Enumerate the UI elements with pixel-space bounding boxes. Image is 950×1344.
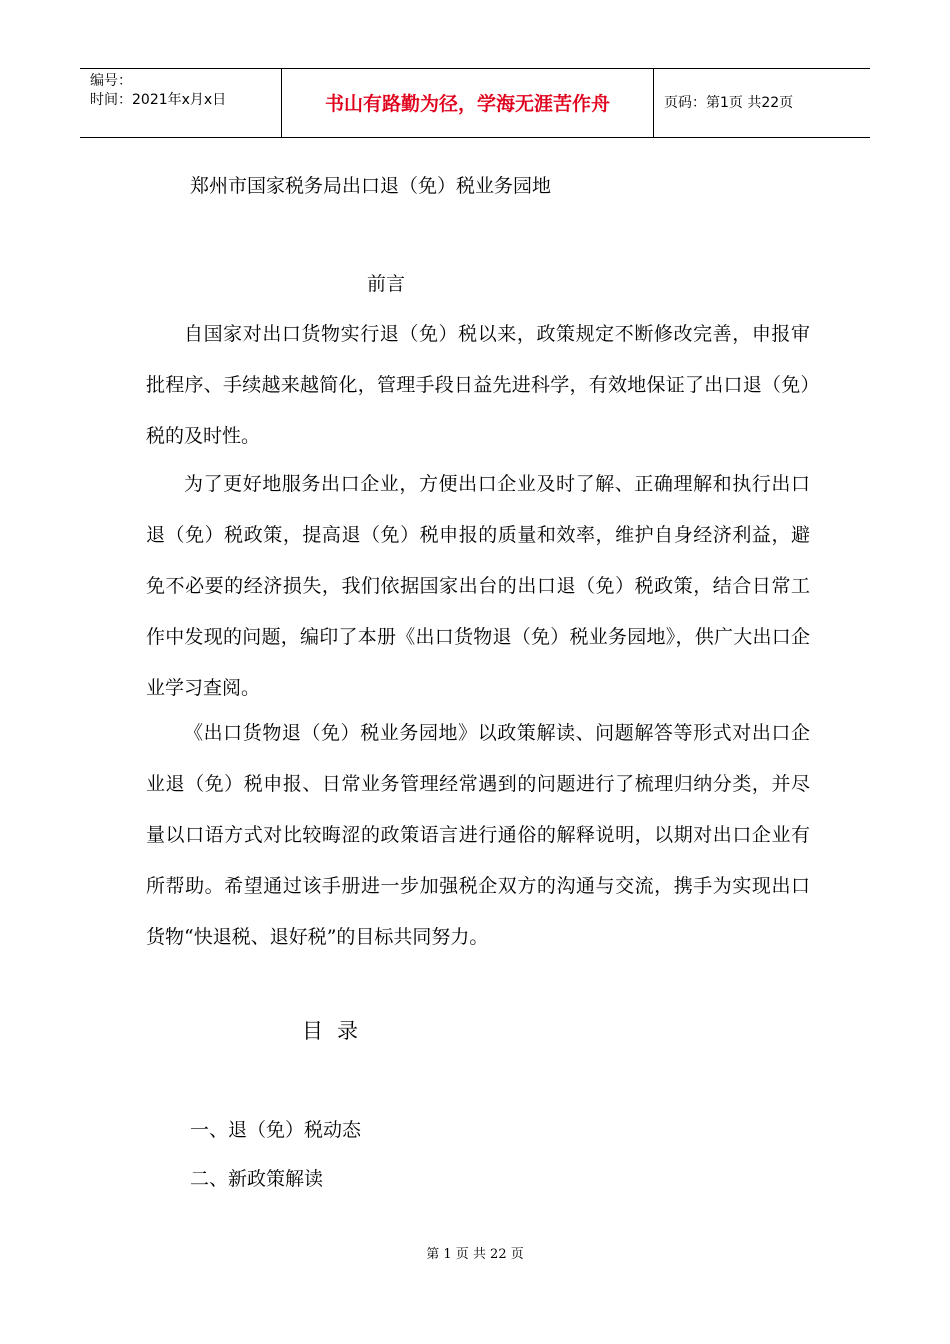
document-title: 郑州市国家税务局出口退（免）税业务园地 (190, 175, 552, 197)
preface-paragraph-2: 为了更好地服务出口企业，方便出口企业及时了解、正确理解和执行出口退（免）税政策，提高退（免）税申报的质量和效率，维护自身经济利益，避免不必要的经济损失，我们依据国家出台的出口退（免）税政策，结合日常工作中发现的问题，编印了本册《出口货物退（免）税业务园地》，供广大出口企业学习查阅。 (146, 473, 810, 699)
header-motto-cell (282, 69, 654, 137)
header-motto: 书山有路勤为径，学海无涯苦作舟 (324, 93, 610, 115)
preface-heading: 前言 (367, 273, 406, 295)
document-date: 时间：2021年x月x日 (90, 92, 227, 108)
header-page-info: 页码：第1页 共22页 (664, 95, 794, 111)
preface-paragraph-1: 自国家对出口货物实行退（免）税以来，政策规定不断修改完善，申报审批程序、手续越来越简化，管理手段日益先进科学，有效地保证了出口退（免）税的及时性。 (146, 323, 810, 447)
header-meta-cell (80, 69, 282, 137)
toc-item-new-policy: 二、新政策解读 (190, 1168, 324, 1190)
preface-paragraph-3: 《出口货物退（免）税业务园地》以政策解读、问题解答等形式对出口企业退（免）税申报、日常业务管理经常遇到的问题进行了梳理归纳分类，并尽量以口语方式对比较晦涩的政策语言进行通俗的解释说明，以期对出口企业有所帮助。希望通过该手册进一步加强税企双方的沟通与交流，携手为实现出口货物“快退税、退好税”的目标共同努力。 (146, 722, 810, 948)
page-footer: 第 1 页 共 22 页 (426, 1247, 524, 1262)
document-number-label: 编号： (90, 73, 132, 89)
toc-item-tax-refund-news: 一、退（免）税动态 (190, 1119, 362, 1141)
table-of-contents-heading: 目录 (302, 1019, 372, 1043)
document-header (80, 68, 870, 138)
header-page-cell (654, 69, 870, 137)
